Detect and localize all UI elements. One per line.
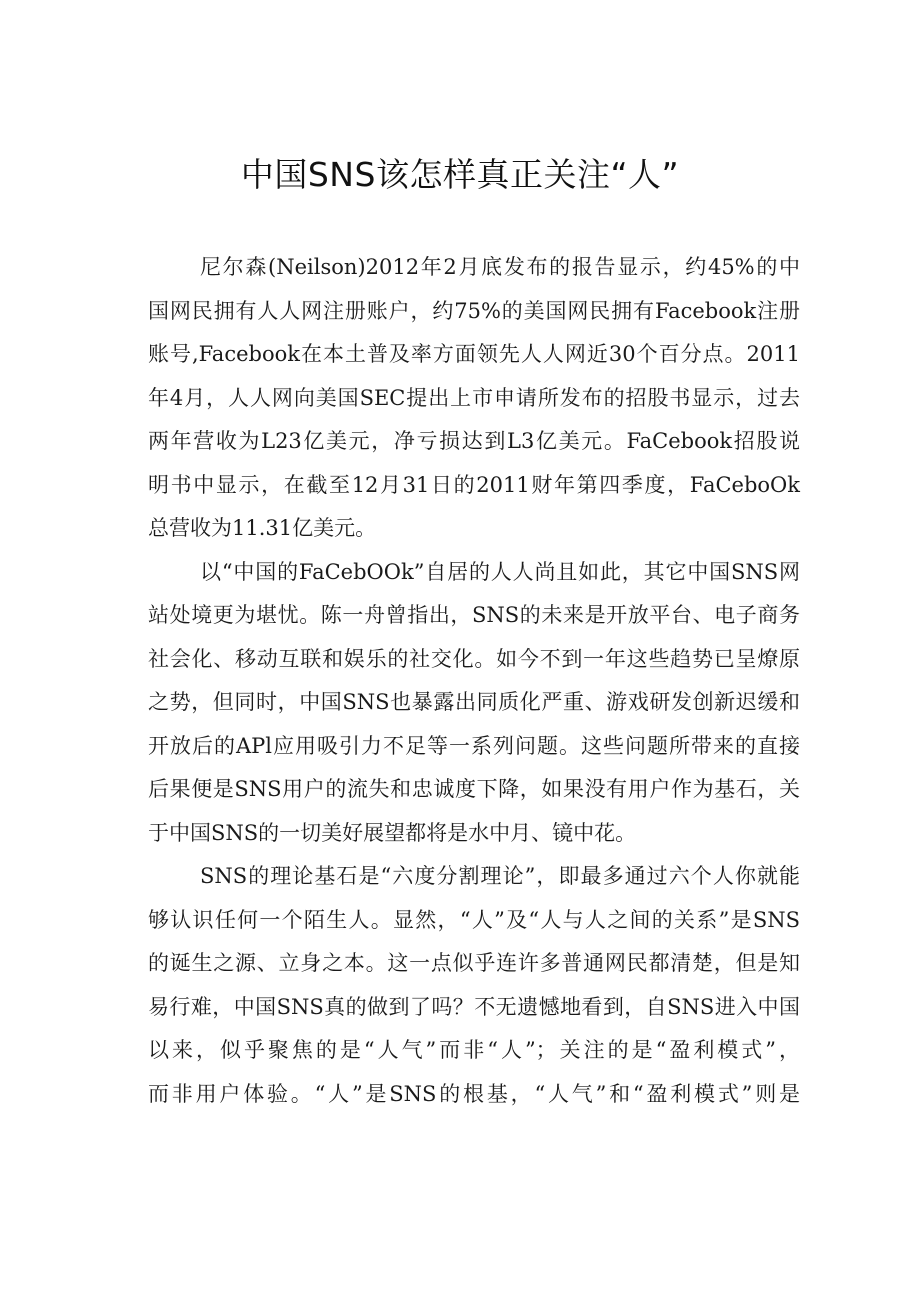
text-line: 易行难，中国SNS真的做到了吗？不无遗憾地看到，自SNS进入中国: [148, 994, 800, 1019]
text-line: 开放后的APl应用吸引力不足等一系列问题。这些问题所带来的直接: [148, 733, 800, 758]
text-line: 之势，但同时，中国SNS也暴露出同质化严重、游戏研发创新迟缓和: [148, 690, 800, 714]
text-line: 社会化、移动互联和娱乐的社交化。如今不到一年这些趋势已呈燎原: [148, 646, 800, 671]
page-title: 中国SNS该怎样真正关注“人”: [240, 155, 680, 194]
text-line: SNS的理论基石是“六度分割理论”，即最多通过六个人你就能: [200, 864, 800, 888]
text-line: 站处境更为堪忧。陈一舟曾指出，SNS的未来是开放平台、电子商务: [148, 603, 800, 627]
text-line: 而非用户体验。“人”是SNS的根基，“人气”和“盈利模式”则是: [148, 1081, 800, 1106]
text-line: 的诞生之源、立身之本。这一点似乎连许多普通网民都清楚，但是知: [148, 951, 800, 975]
text-line: 两年营收为L23亿美元，净亏损达到L3亿美元。FaCebook招股说: [148, 429, 800, 453]
paragraph-1: [148, 246, 800, 551]
article-body: [148, 246, 800, 1116]
text-line: 于中国SNS的一切美好展望都将是水中月、镜中花。: [148, 820, 637, 845]
text-line: 明书中显示，在截至12月31日的2011财年第四季度，FaCeboOk: [148, 472, 800, 497]
text-line: 尼尔森(Neilson)2012年2月底发布的报告显示，约45%的中: [200, 255, 800, 279]
text-line: 年4月，人人网向美国SEC提出上市申请所发布的招股书显示，过去: [148, 385, 800, 410]
text-line: 以来，似乎聚焦的是“人气”而非“人”；关注的是“盈利模式”，: [148, 1038, 800, 1062]
text-line: 国网民拥有人人网注册账户，约75%的美国网民拥有Facebook注册: [148, 298, 800, 323]
text-line: 账号,Facebook在本土普及率方面领先人人网近30个百分点。2011: [148, 342, 800, 366]
paragraph-2: [148, 551, 800, 856]
paragraph-3: [148, 855, 800, 1116]
text-line: 后果便是SNS用户的流失和忠诚度下降，如果没有用户作为基石，关: [148, 777, 800, 801]
text-line: 以“中国的FaCebOOk”自居的人人尚且如此，其它中国SNS网: [200, 559, 800, 584]
text-line: 够认识任何一个陌生人。显然，“人”及“人与人之间的关系”是SNS: [148, 907, 800, 932]
text-line: 总营收为11.31亿美元。: [148, 516, 377, 540]
